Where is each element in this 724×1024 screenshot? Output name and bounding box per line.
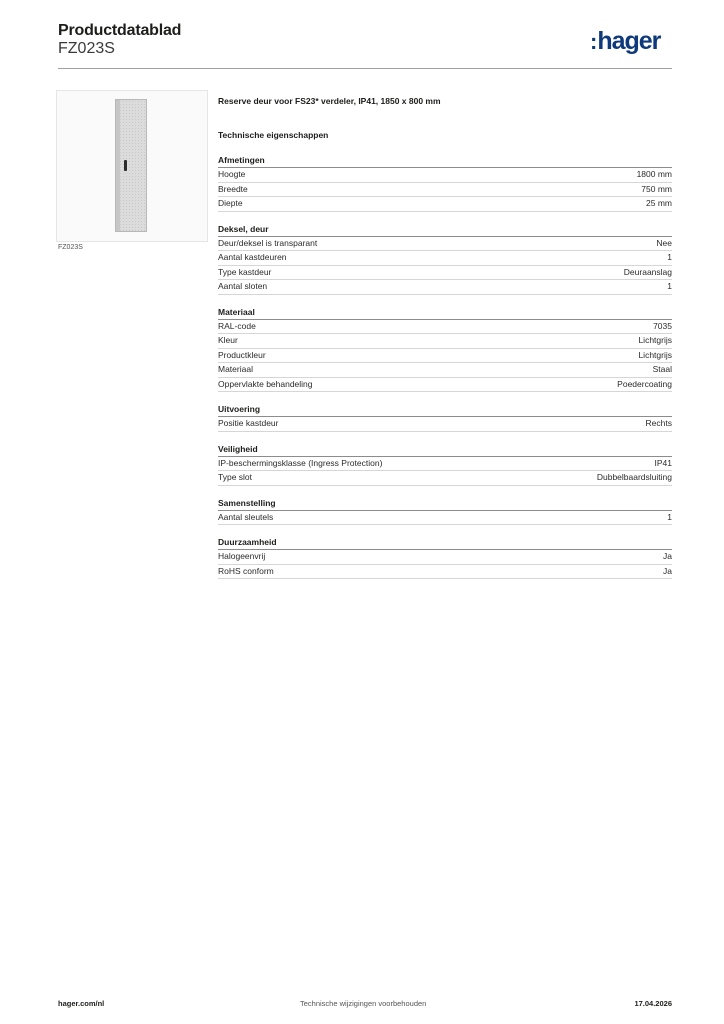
spec-value: Ja <box>663 551 672 561</box>
spec-row <box>218 363 672 378</box>
group-title: Afmetingen <box>218 154 672 168</box>
spec-row <box>218 251 672 266</box>
spec-value: 7035 <box>653 320 672 331</box>
spec-label: IP-beschermingsklasse (Ingress Protection) <box>218 457 383 468</box>
spec-value: Nee <box>656 237 672 248</box>
spec-label: Kleur <box>218 335 238 345</box>
spec-group <box>218 306 672 393</box>
group-title: Veiligheid <box>218 443 672 457</box>
group-title: Deksel, deur <box>218 223 672 237</box>
hager-logo <box>590 27 660 56</box>
spec-label: Diepte <box>218 198 243 208</box>
door-illustration <box>115 99 147 232</box>
spec-value: IP41 <box>654 457 672 468</box>
header-divider <box>58 68 672 69</box>
group-title: Duurzaamheid <box>218 536 672 550</box>
spec-row <box>218 183 672 198</box>
spec-value: 1 <box>667 281 672 291</box>
spec-row <box>218 378 672 393</box>
spec-label: Type kastdeur <box>218 266 272 277</box>
spec-group <box>218 223 672 295</box>
spec-label: Deur/deksel is transparant <box>218 237 318 248</box>
section-heading: Technische eigenschappen <box>218 130 329 140</box>
spec-label: Productkleur <box>218 349 266 360</box>
spec-label: Positie kastdeur <box>218 418 279 428</box>
spec-group <box>218 443 672 486</box>
spec-row <box>218 349 672 364</box>
spec-label: Hoogte <box>218 169 246 179</box>
spec-row <box>218 280 672 295</box>
spec-row <box>218 417 672 432</box>
footer-website: hager.com/nl <box>58 999 105 1008</box>
spec-value: 1 <box>667 511 672 522</box>
spec-label: Aantal sloten <box>218 281 268 291</box>
spec-row <box>218 197 672 212</box>
spec-value: Rechts <box>645 418 672 428</box>
spec-row <box>218 320 672 335</box>
footer-date: 17.04.2026 <box>634 999 672 1008</box>
spec-row <box>218 550 672 565</box>
spec-label: Halogeenvrij <box>218 551 266 561</box>
spec-value: Lichtgrijs <box>638 349 672 360</box>
page-title: Productdatablad <box>58 22 182 39</box>
group-title: Materiaal <box>218 306 672 320</box>
spec-label: RoHS conform <box>218 565 274 576</box>
product-image <box>56 90 208 242</box>
product-description: Reserve deur voor FS23* verdeler, IP41, 1850 x 800 mm <box>218 96 441 106</box>
group-title: Uitvoering <box>218 403 672 417</box>
spec-value: Ja <box>663 565 672 576</box>
spec-value: 1 <box>667 252 672 262</box>
spec-row <box>218 334 672 349</box>
spec-row <box>218 168 672 183</box>
logo-text: hager <box>597 27 661 55</box>
spec-row <box>218 511 672 526</box>
logo-dots: : <box>590 29 597 54</box>
image-caption: FZ023S <box>58 244 83 251</box>
spec-value: Poedercoating <box>617 378 672 389</box>
spec-value: Lichtgrijs <box>638 335 672 345</box>
spec-group <box>218 154 672 212</box>
spec-label: Materiaal <box>218 364 253 374</box>
spec-label: RAL-code <box>218 320 256 331</box>
spec-group <box>218 536 672 579</box>
spec-group <box>218 403 672 432</box>
spec-label: Type slot <box>218 472 253 482</box>
product-code: FZ023S <box>58 40 115 57</box>
spec-row <box>218 457 672 472</box>
spec-value: Deuraanslag <box>623 266 672 277</box>
spec-content <box>218 96 672 590</box>
spec-value: 750 mm <box>641 183 672 194</box>
group-title: Samenstelling <box>218 497 672 511</box>
spec-label: Oppervlakte behandeling <box>218 378 313 389</box>
spec-row <box>218 266 672 281</box>
spec-row <box>218 237 672 252</box>
spec-row <box>218 471 672 486</box>
footer-disclaimer: Technische wijzigingen voorbehouden <box>300 999 427 1008</box>
spec-label: Breedte <box>218 183 248 194</box>
spec-group <box>218 497 672 526</box>
spec-value: Staal <box>652 364 672 374</box>
spec-row <box>218 565 672 580</box>
door-lock-icon <box>124 160 127 171</box>
spec-value: 25 mm <box>646 198 672 208</box>
door-edge <box>116 100 120 231</box>
spec-groups <box>218 154 672 579</box>
spec-label: Aantal sleutels <box>218 511 274 522</box>
spec-value: 1800 mm <box>636 169 672 179</box>
spec-value: Dubbelbaardsluiting <box>596 472 672 482</box>
spec-label: Aantal kastdeuren <box>218 252 287 262</box>
